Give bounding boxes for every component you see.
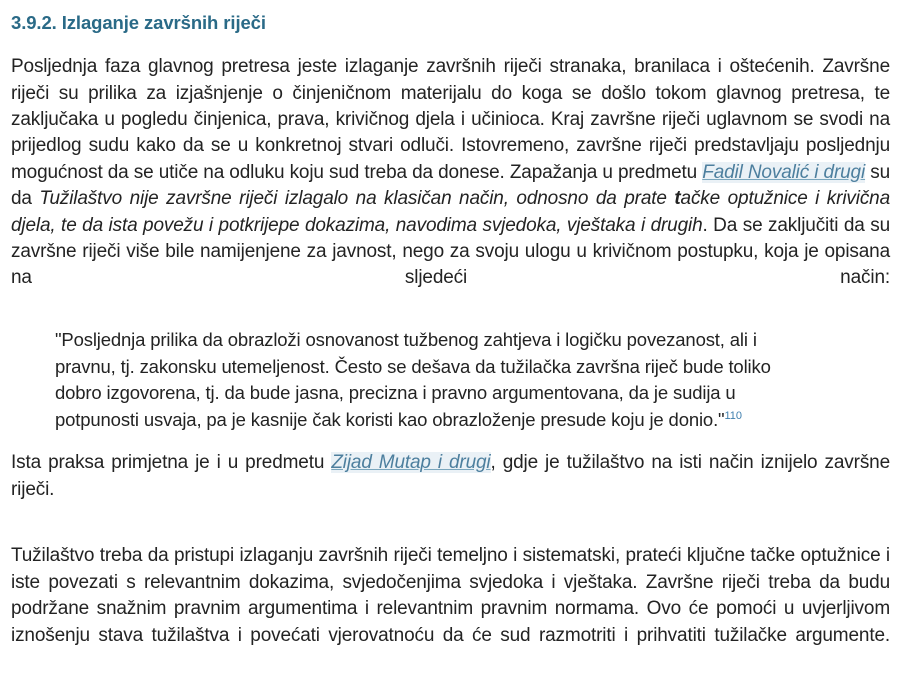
- paragraph-one: [11, 54, 890, 318]
- section-heading: 3.9.2. Izlaganje završnih riječi: [11, 12, 266, 33]
- paragraph-one-run-3: . Da se zaključiti da su završne riječi više bile namijenjene za javnost, nego za svoju ulogu u krivičnom postupku, koja je opisana na sljedeći način:: [11, 214, 890, 289]
- case-link-zijad-mutap[interactable]: Zijad Mutap i drugi: [331, 452, 491, 474]
- paragraph-three-text: Tužilaštvo treba da pristupi izlaganju završnih riječi temeljno i sistematski, prateći ključne tačke optužnice i iste povezati s relevantnim dokazima, svjedočenjima svjedoka i vještaka. Završne riječi treba da budu podržane snažnim pravnim argumentima i relevantnim pravnim normama. Ovo će pomoći u uvjerljivom iznošenju stava tužilaštva i povećati vjerovatnoću da će sud razmotriti i prihvatiti tužilačke argumente.: [11, 545, 890, 646]
- paragraph-one-italic-bold-letter: t: [674, 188, 681, 210]
- paragraph-one-run-1: Posljednja faza glavnog pretresa jeste izlaganje završnih riječi stranaka, branilaca i oštećenih. Završne riječi su prilika za izjašnjenje o činjeničnom materijalu do koga se došlo tokom glavnog pretresa, te zaključaka u pogledu činjenica, prava, krivičnog djela i učinioca. Kraj završne riječi uglavnom se svodi na prijedlog sudu kako da se u konkretnoj stvari odluči. Istovremeno, završne riječi predstavljaju posljednju mogućnost da se utiče na odluku koju sud treba da donese. Zapažanja u predmetu: [11, 56, 890, 183]
- spacer-after-quote: [8, 433, 890, 450]
- paragraph-two-run-2: , gdje je tužilaštvo na isti način iznijelo završne riječi.: [11, 452, 890, 500]
- paragraph-one-italic-2: ačke optužnice i krivična djela, te da ista povežu i potkrijepe dokazima, navodima svjedoka, vještaka i drugih: [11, 188, 891, 236]
- paragraph-two-run-1: Ista praksa primjetna je i u predmetu: [11, 452, 332, 474]
- spacer-before-final-paragraph: [8, 529, 890, 543]
- footnote-reference-110[interactable]: 110: [724, 409, 743, 422]
- paragraph-one-italic-1: Tužilaštvo nije završne riječi izlagalo na klasičan način, odnosno da prate: [39, 188, 675, 210]
- paragraph-three: [11, 543, 890, 675]
- paragraph-two: [11, 450, 890, 529]
- case-link-fadil-novalic[interactable]: Fadil Novalić i drugi: [702, 161, 866, 183]
- block-quote: [8, 327, 890, 433]
- paragraph-one-run-2: su da: [11, 161, 890, 210]
- block-quote-text: "Posljednja prilika da obrazloži osnovanost tužbenog zahtjeva i logičku povezanost, ali i pravnu, tj. zakonsku utemeljenost. Često se dešava da tužilačka završna riječ bude toliko dobro izgovorena, tj. da bude jasna, precizna i pravno argumentovana, da je sudija u potpunosti usvaja, pa je kasnije čak koristi kao obrazloženje presude koju je donio.": [55, 329, 771, 430]
